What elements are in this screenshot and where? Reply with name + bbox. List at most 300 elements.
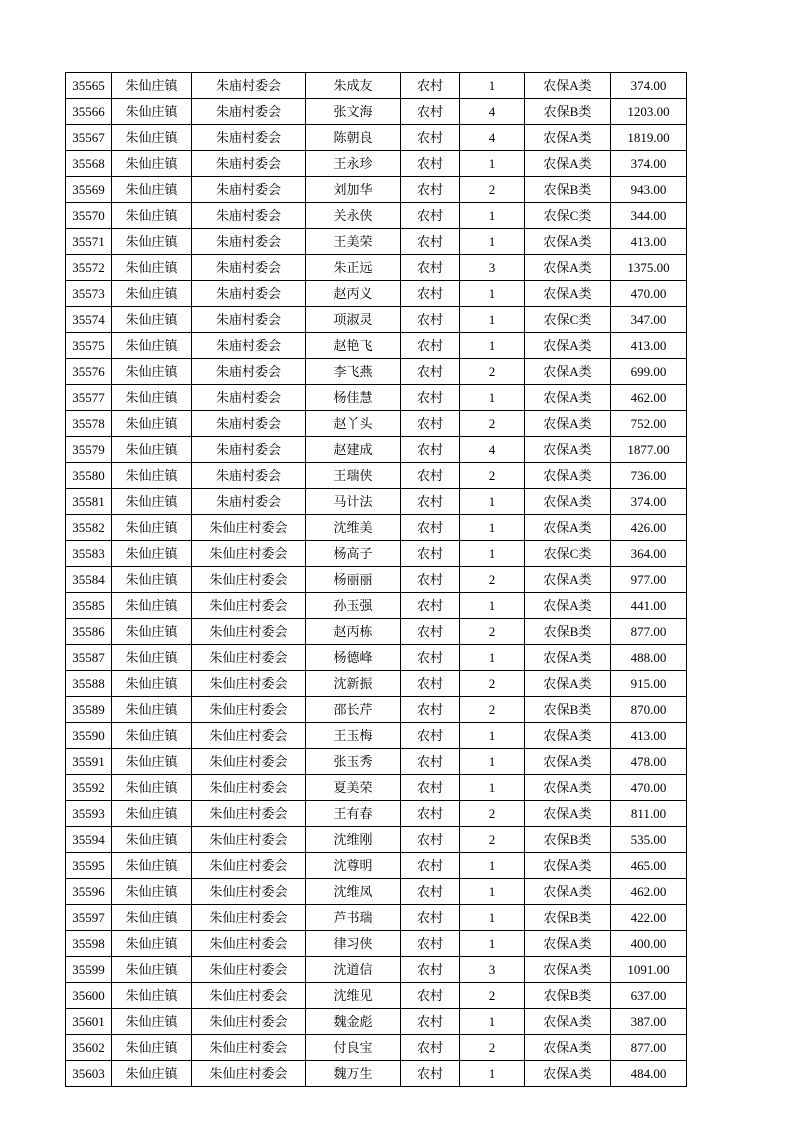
cell-name: 夏美荣 bbox=[306, 775, 401, 801]
cell-category: 农保A类 bbox=[525, 333, 611, 359]
table-row bbox=[66, 775, 687, 801]
cell-category: 农保A类 bbox=[525, 723, 611, 749]
cell-town: 朱仙庄镇 bbox=[112, 749, 192, 775]
cell-amount: 488.00 bbox=[611, 645, 687, 671]
cell-id: 35588 bbox=[66, 671, 112, 697]
cell-town: 朱仙庄镇 bbox=[112, 385, 192, 411]
cell-id: 35579 bbox=[66, 437, 112, 463]
cell-town: 朱仙庄镇 bbox=[112, 99, 192, 125]
cell-residence: 农村 bbox=[401, 879, 460, 905]
cell-id: 35570 bbox=[66, 203, 112, 229]
table-row bbox=[66, 645, 687, 671]
cell-amount: 422.00 bbox=[611, 905, 687, 931]
cell-amount: 736.00 bbox=[611, 463, 687, 489]
cell-residence: 农村 bbox=[401, 255, 460, 281]
cell-name: 朱成友 bbox=[306, 73, 401, 99]
cell-name: 杨佳慧 bbox=[306, 385, 401, 411]
cell-category: 农保A类 bbox=[525, 255, 611, 281]
cell-category: 农保A类 bbox=[525, 931, 611, 957]
cell-id: 35602 bbox=[66, 1035, 112, 1061]
cell-village: 朱仙庄村委会 bbox=[192, 853, 306, 879]
cell-name: 沈维见 bbox=[306, 983, 401, 1009]
cell-town: 朱仙庄镇 bbox=[112, 827, 192, 853]
cell-name: 赵丙栋 bbox=[306, 619, 401, 645]
cell-name: 赵艳飞 bbox=[306, 333, 401, 359]
cell-amount: 478.00 bbox=[611, 749, 687, 775]
table-row bbox=[66, 931, 687, 957]
cell-amount: 1375.00 bbox=[611, 255, 687, 281]
cell-town: 朱仙庄镇 bbox=[112, 307, 192, 333]
cell-village: 朱庙村委会 bbox=[192, 151, 306, 177]
cell-name: 沈维刚 bbox=[306, 827, 401, 853]
cell-residence: 农村 bbox=[401, 99, 460, 125]
cell-category: 农保B类 bbox=[525, 983, 611, 1009]
table-row bbox=[66, 957, 687, 983]
cell-count: 1 bbox=[460, 1061, 525, 1087]
cell-category: 农保B类 bbox=[525, 827, 611, 853]
table-row bbox=[66, 307, 687, 333]
cell-name: 王瑞侠 bbox=[306, 463, 401, 489]
cell-residence: 农村 bbox=[401, 697, 460, 723]
cell-category: 农保B类 bbox=[525, 697, 611, 723]
cell-amount: 637.00 bbox=[611, 983, 687, 1009]
table-body bbox=[66, 73, 687, 1087]
cell-village: 朱庙村委会 bbox=[192, 411, 306, 437]
cell-category: 农保A类 bbox=[525, 359, 611, 385]
cell-count: 4 bbox=[460, 125, 525, 151]
cell-name: 杨德峰 bbox=[306, 645, 401, 671]
table-row bbox=[66, 593, 687, 619]
cell-amount: 1819.00 bbox=[611, 125, 687, 151]
cell-name: 刘加华 bbox=[306, 177, 401, 203]
cell-residence: 农村 bbox=[401, 905, 460, 931]
cell-residence: 农村 bbox=[401, 853, 460, 879]
cell-village: 朱仙庄村委会 bbox=[192, 541, 306, 567]
cell-id: 35596 bbox=[66, 879, 112, 905]
cell-name: 付良宝 bbox=[306, 1035, 401, 1061]
table-row bbox=[66, 749, 687, 775]
cell-amount: 364.00 bbox=[611, 541, 687, 567]
cell-village: 朱仙庄村委会 bbox=[192, 671, 306, 697]
table-row bbox=[66, 671, 687, 697]
cell-id: 35587 bbox=[66, 645, 112, 671]
cell-count: 1 bbox=[460, 593, 525, 619]
cell-category: 农保A类 bbox=[525, 385, 611, 411]
cell-village: 朱庙村委会 bbox=[192, 229, 306, 255]
cell-town: 朱仙庄镇 bbox=[112, 463, 192, 489]
cell-id: 35584 bbox=[66, 567, 112, 593]
cell-name: 王有春 bbox=[306, 801, 401, 827]
cell-name: 孙玉强 bbox=[306, 593, 401, 619]
cell-residence: 农村 bbox=[401, 827, 460, 853]
cell-village: 朱庙村委会 bbox=[192, 333, 306, 359]
cell-residence: 农村 bbox=[401, 1035, 460, 1061]
table-row bbox=[66, 853, 687, 879]
cell-village: 朱仙庄村委会 bbox=[192, 515, 306, 541]
table-row bbox=[66, 905, 687, 931]
cell-count: 2 bbox=[460, 463, 525, 489]
table-row bbox=[66, 151, 687, 177]
cell-village: 朱庙村委会 bbox=[192, 125, 306, 151]
cell-residence: 农村 bbox=[401, 307, 460, 333]
cell-id: 35603 bbox=[66, 1061, 112, 1087]
cell-name: 魏万生 bbox=[306, 1061, 401, 1087]
cell-id: 35565 bbox=[66, 73, 112, 99]
cell-count: 1 bbox=[460, 645, 525, 671]
cell-town: 朱仙庄镇 bbox=[112, 203, 192, 229]
cell-residence: 农村 bbox=[401, 489, 460, 515]
cell-name: 魏金彪 bbox=[306, 1009, 401, 1035]
cell-count: 2 bbox=[460, 359, 525, 385]
cell-id: 35583 bbox=[66, 541, 112, 567]
cell-id: 35585 bbox=[66, 593, 112, 619]
cell-residence: 农村 bbox=[401, 73, 460, 99]
cell-name: 赵丙义 bbox=[306, 281, 401, 307]
cell-village: 朱仙庄村委会 bbox=[192, 567, 306, 593]
cell-count: 3 bbox=[460, 255, 525, 281]
cell-residence: 农村 bbox=[401, 749, 460, 775]
cell-village: 朱仙庄村委会 bbox=[192, 593, 306, 619]
cell-amount: 400.00 bbox=[611, 931, 687, 957]
cell-name: 赵建成 bbox=[306, 437, 401, 463]
cell-village: 朱庙村委会 bbox=[192, 73, 306, 99]
cell-residence: 农村 bbox=[401, 437, 460, 463]
cell-town: 朱仙庄镇 bbox=[112, 957, 192, 983]
table-row bbox=[66, 411, 687, 437]
cell-village: 朱庙村委会 bbox=[192, 437, 306, 463]
cell-category: 农保A类 bbox=[525, 853, 611, 879]
cell-count: 1 bbox=[460, 333, 525, 359]
cell-count: 1 bbox=[460, 541, 525, 567]
cell-town: 朱仙庄镇 bbox=[112, 333, 192, 359]
cell-count: 2 bbox=[460, 827, 525, 853]
cell-amount: 877.00 bbox=[611, 619, 687, 645]
cell-name: 王永珍 bbox=[306, 151, 401, 177]
table-row bbox=[66, 281, 687, 307]
cell-id: 35575 bbox=[66, 333, 112, 359]
cell-count: 1 bbox=[460, 385, 525, 411]
cell-residence: 农村 bbox=[401, 775, 460, 801]
cell-town: 朱仙庄镇 bbox=[112, 775, 192, 801]
cell-village: 朱仙庄村委会 bbox=[192, 879, 306, 905]
cell-village: 朱仙庄村委会 bbox=[192, 1061, 306, 1087]
cell-name: 朱正远 bbox=[306, 255, 401, 281]
cell-town: 朱仙庄镇 bbox=[112, 619, 192, 645]
cell-amount: 413.00 bbox=[611, 333, 687, 359]
cell-category: 农保A类 bbox=[525, 151, 611, 177]
table-row bbox=[66, 73, 687, 99]
cell-name: 邵长芹 bbox=[306, 697, 401, 723]
cell-village: 朱庙村委会 bbox=[192, 99, 306, 125]
table-row bbox=[66, 99, 687, 125]
cell-village: 朱庙村委会 bbox=[192, 489, 306, 515]
cell-category: 农保B类 bbox=[525, 905, 611, 931]
cell-name: 赵丫头 bbox=[306, 411, 401, 437]
benefits-table bbox=[65, 72, 687, 1087]
cell-town: 朱仙庄镇 bbox=[112, 359, 192, 385]
cell-town: 朱仙庄镇 bbox=[112, 229, 192, 255]
table-row bbox=[66, 359, 687, 385]
cell-town: 朱仙庄镇 bbox=[112, 723, 192, 749]
cell-town: 朱仙庄镇 bbox=[112, 801, 192, 827]
cell-village: 朱仙庄村委会 bbox=[192, 697, 306, 723]
cell-residence: 农村 bbox=[401, 515, 460, 541]
cell-residence: 农村 bbox=[401, 385, 460, 411]
cell-name: 李飞燕 bbox=[306, 359, 401, 385]
cell-count: 1 bbox=[460, 775, 525, 801]
cell-id: 35574 bbox=[66, 307, 112, 333]
cell-residence: 农村 bbox=[401, 723, 460, 749]
cell-town: 朱仙庄镇 bbox=[112, 645, 192, 671]
table-row bbox=[66, 827, 687, 853]
cell-town: 朱仙庄镇 bbox=[112, 905, 192, 931]
cell-village: 朱仙庄村委会 bbox=[192, 1009, 306, 1035]
cell-residence: 农村 bbox=[401, 801, 460, 827]
cell-residence: 农村 bbox=[401, 619, 460, 645]
table-row bbox=[66, 437, 687, 463]
cell-category: 农保A类 bbox=[525, 437, 611, 463]
cell-name: 律习侠 bbox=[306, 931, 401, 957]
cell-name: 马计法 bbox=[306, 489, 401, 515]
cell-count: 1 bbox=[460, 1009, 525, 1035]
cell-amount: 374.00 bbox=[611, 151, 687, 177]
cell-count: 1 bbox=[460, 515, 525, 541]
cell-category: 农保A类 bbox=[525, 1061, 611, 1087]
cell-town: 朱仙庄镇 bbox=[112, 983, 192, 1009]
cell-village: 朱仙庄村委会 bbox=[192, 905, 306, 931]
cell-id: 35586 bbox=[66, 619, 112, 645]
cell-name: 沈维美 bbox=[306, 515, 401, 541]
cell-amount: 413.00 bbox=[611, 723, 687, 749]
cell-category: 农保A类 bbox=[525, 593, 611, 619]
cell-name: 沈道信 bbox=[306, 957, 401, 983]
cell-category: 农保C类 bbox=[525, 541, 611, 567]
cell-name: 王玉梅 bbox=[306, 723, 401, 749]
cell-category: 农保B类 bbox=[525, 619, 611, 645]
cell-category: 农保C类 bbox=[525, 203, 611, 229]
table-row bbox=[66, 983, 687, 1009]
cell-id: 35597 bbox=[66, 905, 112, 931]
cell-residence: 农村 bbox=[401, 463, 460, 489]
cell-residence: 农村 bbox=[401, 567, 460, 593]
cell-id: 35568 bbox=[66, 151, 112, 177]
cell-count: 2 bbox=[460, 1035, 525, 1061]
cell-village: 朱仙庄村委会 bbox=[192, 1035, 306, 1061]
cell-category: 农保A类 bbox=[525, 801, 611, 827]
cell-amount: 1877.00 bbox=[611, 437, 687, 463]
cell-id: 35590 bbox=[66, 723, 112, 749]
cell-town: 朱仙庄镇 bbox=[112, 1035, 192, 1061]
cell-amount: 462.00 bbox=[611, 879, 687, 905]
cell-name: 杨高子 bbox=[306, 541, 401, 567]
cell-amount: 1203.00 bbox=[611, 99, 687, 125]
cell-village: 朱庙村委会 bbox=[192, 359, 306, 385]
cell-category: 农保A类 bbox=[525, 515, 611, 541]
cell-category: 农保A类 bbox=[525, 879, 611, 905]
cell-village: 朱仙庄村委会 bbox=[192, 957, 306, 983]
cell-count: 1 bbox=[460, 853, 525, 879]
cell-amount: 470.00 bbox=[611, 281, 687, 307]
cell-town: 朱仙庄镇 bbox=[112, 281, 192, 307]
table-row bbox=[66, 333, 687, 359]
table-row bbox=[66, 1035, 687, 1061]
cell-village: 朱仙庄村委会 bbox=[192, 983, 306, 1009]
cell-amount: 877.00 bbox=[611, 1035, 687, 1061]
cell-category: 农保C类 bbox=[525, 307, 611, 333]
cell-id: 35591 bbox=[66, 749, 112, 775]
cell-name: 沈尊明 bbox=[306, 853, 401, 879]
cell-amount: 426.00 bbox=[611, 515, 687, 541]
cell-village: 朱仙庄村委会 bbox=[192, 723, 306, 749]
cell-village: 朱仙庄村委会 bbox=[192, 775, 306, 801]
cell-id: 35567 bbox=[66, 125, 112, 151]
cell-category: 农保A类 bbox=[525, 1009, 611, 1035]
cell-count: 1 bbox=[460, 307, 525, 333]
cell-amount: 699.00 bbox=[611, 359, 687, 385]
cell-residence: 农村 bbox=[401, 281, 460, 307]
cell-id: 35594 bbox=[66, 827, 112, 853]
cell-id: 35573 bbox=[66, 281, 112, 307]
table-row bbox=[66, 697, 687, 723]
cell-amount: 470.00 bbox=[611, 775, 687, 801]
cell-village: 朱庙村委会 bbox=[192, 255, 306, 281]
cell-residence: 农村 bbox=[401, 931, 460, 957]
cell-residence: 农村 bbox=[401, 957, 460, 983]
cell-count: 2 bbox=[460, 983, 525, 1009]
cell-id: 35576 bbox=[66, 359, 112, 385]
cell-residence: 农村 bbox=[401, 983, 460, 1009]
cell-category: 农保A类 bbox=[525, 567, 611, 593]
cell-residence: 农村 bbox=[401, 593, 460, 619]
cell-category: 农保A类 bbox=[525, 281, 611, 307]
cell-name: 王美荣 bbox=[306, 229, 401, 255]
cell-amount: 943.00 bbox=[611, 177, 687, 203]
cell-id: 35601 bbox=[66, 1009, 112, 1035]
cell-count: 2 bbox=[460, 411, 525, 437]
table-row bbox=[66, 879, 687, 905]
cell-id: 35580 bbox=[66, 463, 112, 489]
cell-amount: 387.00 bbox=[611, 1009, 687, 1035]
table-row bbox=[66, 177, 687, 203]
cell-village: 朱庙村委会 bbox=[192, 177, 306, 203]
cell-amount: 441.00 bbox=[611, 593, 687, 619]
cell-amount: 752.00 bbox=[611, 411, 687, 437]
cell-id: 35566 bbox=[66, 99, 112, 125]
table-row bbox=[66, 515, 687, 541]
cell-town: 朱仙庄镇 bbox=[112, 1009, 192, 1035]
cell-category: 农保A类 bbox=[525, 749, 611, 775]
cell-count: 1 bbox=[460, 229, 525, 255]
cell-id: 35569 bbox=[66, 177, 112, 203]
cell-town: 朱仙庄镇 bbox=[112, 1061, 192, 1087]
table-row bbox=[66, 203, 687, 229]
cell-town: 朱仙庄镇 bbox=[112, 437, 192, 463]
cell-residence: 农村 bbox=[401, 359, 460, 385]
cell-name: 陈朝良 bbox=[306, 125, 401, 151]
cell-amount: 484.00 bbox=[611, 1061, 687, 1087]
table-row bbox=[66, 567, 687, 593]
cell-amount: 870.00 bbox=[611, 697, 687, 723]
cell-residence: 农村 bbox=[401, 151, 460, 177]
cell-id: 35598 bbox=[66, 931, 112, 957]
cell-amount: 374.00 bbox=[611, 489, 687, 515]
cell-count: 1 bbox=[460, 151, 525, 177]
cell-id: 35593 bbox=[66, 801, 112, 827]
cell-town: 朱仙庄镇 bbox=[112, 541, 192, 567]
cell-count: 2 bbox=[460, 567, 525, 593]
cell-town: 朱仙庄镇 bbox=[112, 879, 192, 905]
cell-town: 朱仙庄镇 bbox=[112, 73, 192, 99]
cell-residence: 农村 bbox=[401, 411, 460, 437]
cell-amount: 374.00 bbox=[611, 73, 687, 99]
cell-name: 杨丽丽 bbox=[306, 567, 401, 593]
cell-id: 35589 bbox=[66, 697, 112, 723]
cell-town: 朱仙庄镇 bbox=[112, 411, 192, 437]
table-row bbox=[66, 1009, 687, 1035]
cell-id: 35581 bbox=[66, 489, 112, 515]
cell-village: 朱仙庄村委会 bbox=[192, 931, 306, 957]
cell-residence: 农村 bbox=[401, 671, 460, 697]
cell-town: 朱仙庄镇 bbox=[112, 671, 192, 697]
cell-name: 关永侠 bbox=[306, 203, 401, 229]
cell-town: 朱仙庄镇 bbox=[112, 567, 192, 593]
cell-category: 农保A类 bbox=[525, 957, 611, 983]
cell-town: 朱仙庄镇 bbox=[112, 515, 192, 541]
cell-category: 农保A类 bbox=[525, 671, 611, 697]
cell-category: 农保A类 bbox=[525, 73, 611, 99]
table-row bbox=[66, 229, 687, 255]
cell-amount: 347.00 bbox=[611, 307, 687, 333]
cell-count: 1 bbox=[460, 723, 525, 749]
cell-town: 朱仙庄镇 bbox=[112, 593, 192, 619]
cell-id: 35582 bbox=[66, 515, 112, 541]
cell-village: 朱庙村委会 bbox=[192, 281, 306, 307]
cell-village: 朱仙庄村委会 bbox=[192, 619, 306, 645]
cell-id: 35600 bbox=[66, 983, 112, 1009]
cell-village: 朱仙庄村委会 bbox=[192, 645, 306, 671]
cell-count: 1 bbox=[460, 203, 525, 229]
cell-residence: 农村 bbox=[401, 203, 460, 229]
table-row bbox=[66, 385, 687, 411]
cell-id: 35592 bbox=[66, 775, 112, 801]
cell-amount: 465.00 bbox=[611, 853, 687, 879]
cell-residence: 农村 bbox=[401, 1009, 460, 1035]
cell-amount: 462.00 bbox=[611, 385, 687, 411]
cell-town: 朱仙庄镇 bbox=[112, 931, 192, 957]
cell-count: 2 bbox=[460, 671, 525, 697]
cell-village: 朱庙村委会 bbox=[192, 203, 306, 229]
cell-id: 35572 bbox=[66, 255, 112, 281]
cell-village: 朱庙村委会 bbox=[192, 463, 306, 489]
cell-count: 1 bbox=[460, 931, 525, 957]
cell-id: 35571 bbox=[66, 229, 112, 255]
cell-id: 35595 bbox=[66, 853, 112, 879]
cell-name: 张文海 bbox=[306, 99, 401, 125]
table-row bbox=[66, 489, 687, 515]
cell-count: 1 bbox=[460, 73, 525, 99]
cell-id: 35578 bbox=[66, 411, 112, 437]
cell-amount: 1091.00 bbox=[611, 957, 687, 983]
cell-residence: 农村 bbox=[401, 541, 460, 567]
cell-town: 朱仙庄镇 bbox=[112, 853, 192, 879]
cell-name: 项淑灵 bbox=[306, 307, 401, 333]
cell-amount: 535.00 bbox=[611, 827, 687, 853]
cell-name: 张玉秀 bbox=[306, 749, 401, 775]
table-row bbox=[66, 723, 687, 749]
table-row bbox=[66, 801, 687, 827]
table-row bbox=[66, 125, 687, 151]
cell-name: 芦书瑞 bbox=[306, 905, 401, 931]
